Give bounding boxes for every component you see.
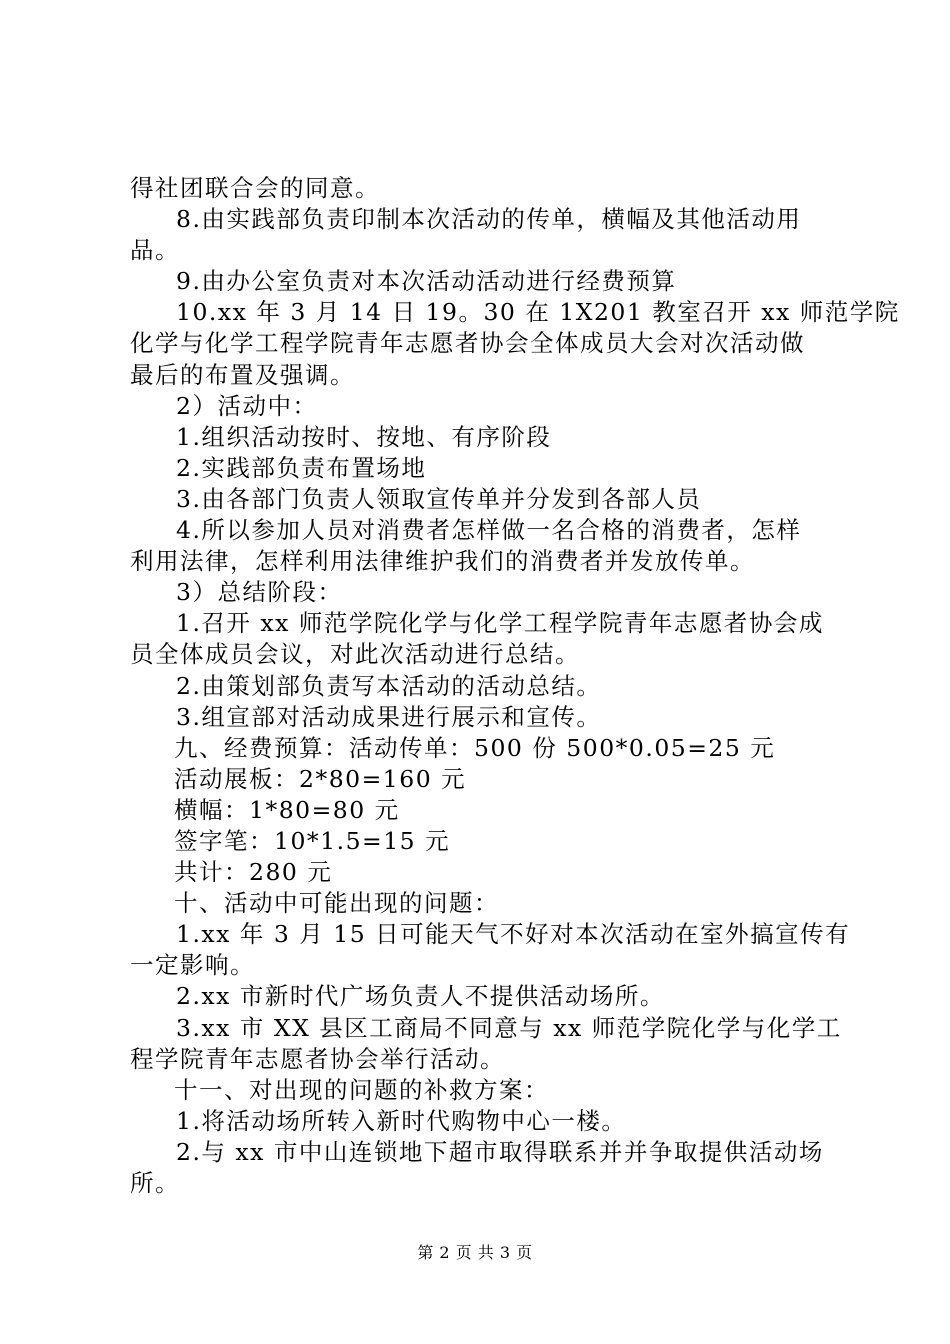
text-line: 所。: [130, 1169, 180, 1197]
text-line: 2.实践部负责布置场地: [176, 453, 427, 482]
text-line: 一定影响。: [130, 951, 255, 980]
page-footer: 第 2 页 共 3 页: [417, 1243, 533, 1262]
text-line: 2）活动中：: [176, 391, 318, 420]
text-line: 共计：280 元: [174, 858, 333, 887]
text-line: 得社团联合会的同意。: [130, 174, 380, 202]
text-line: 十、活动中可能出现的问题：: [174, 889, 499, 918]
text-line: 十一、对出现的问题的补救方案：: [174, 1075, 549, 1104]
text-line: 3.xx 市 XX 县区工商局不同意与 xx 师范学院化学与化学工: [176, 1013, 842, 1042]
text-line: 1.将活动场所转入新时代购物中心一楼。: [176, 1106, 627, 1135]
text-line: 2.与 xx 市中山连锁地下超市取得联系并并争取提供活动场: [176, 1137, 824, 1166]
text-line: 2.xx 市新时代广场负责人不提供活动场所。: [176, 982, 665, 1011]
text-line: 员全体成员会议，对此次活动进行总结。: [130, 640, 580, 669]
text-line: 3.组宣部对活动成果进行展示和宣传。: [176, 702, 602, 731]
text-line: 4.所以参加人员对消费者怎样做一名合格的消费者，怎样: [176, 516, 802, 545]
text-line: 品。: [130, 236, 180, 265]
text-line: 1.xx 年 3 月 15 日可能天气不好对本次活动在室外搞宣传有: [176, 920, 851, 949]
text-line: 8.由实践部负责印制本次活动的传单，横幅及其他活动用: [176, 205, 802, 234]
text-line: 九、经费预算：活动传单：500 份 500*0.05=25 元: [174, 733, 776, 762]
text-line: 最后的布置及强调。: [130, 360, 355, 389]
text-line: 9.由办公室负责对本次活动活动进行经费预算: [176, 267, 677, 296]
text-line: 化学与化学工程学院青年志愿者协会全体成员大会对次活动做: [130, 329, 805, 358]
text-line: 程学院青年志愿者协会举行活动。: [130, 1044, 505, 1073]
text-line: 3.由各部门负责人领取宣传单并分发到各部人员: [176, 484, 702, 513]
text-line: 10.xx 年 3 月 14 日 19。30 在 1X201 教室召开 xx 师范学院: [176, 298, 900, 327]
text-line: 2.由策划部负责写本活动的活动总结。: [176, 671, 602, 700]
text-line: 3）总结阶段：: [176, 578, 343, 607]
text-line: 签字笔：10*1.5=15 元: [174, 826, 451, 855]
text-line: 横幅：1*80=80 元: [174, 795, 400, 824]
text-line: 活动展板：2*80=160 元: [174, 764, 467, 793]
text-line: 1.组织活动按时、按地、有序阶段: [176, 422, 552, 451]
document-body: [130, 173, 900, 1199]
text-line: 1.召开 xx 师范学院化学与化学工程学院青年志愿者协会成: [176, 609, 824, 638]
text-line: 利用法律，怎样利用法律维护我们的消费者并发放传单。: [130, 547, 755, 576]
